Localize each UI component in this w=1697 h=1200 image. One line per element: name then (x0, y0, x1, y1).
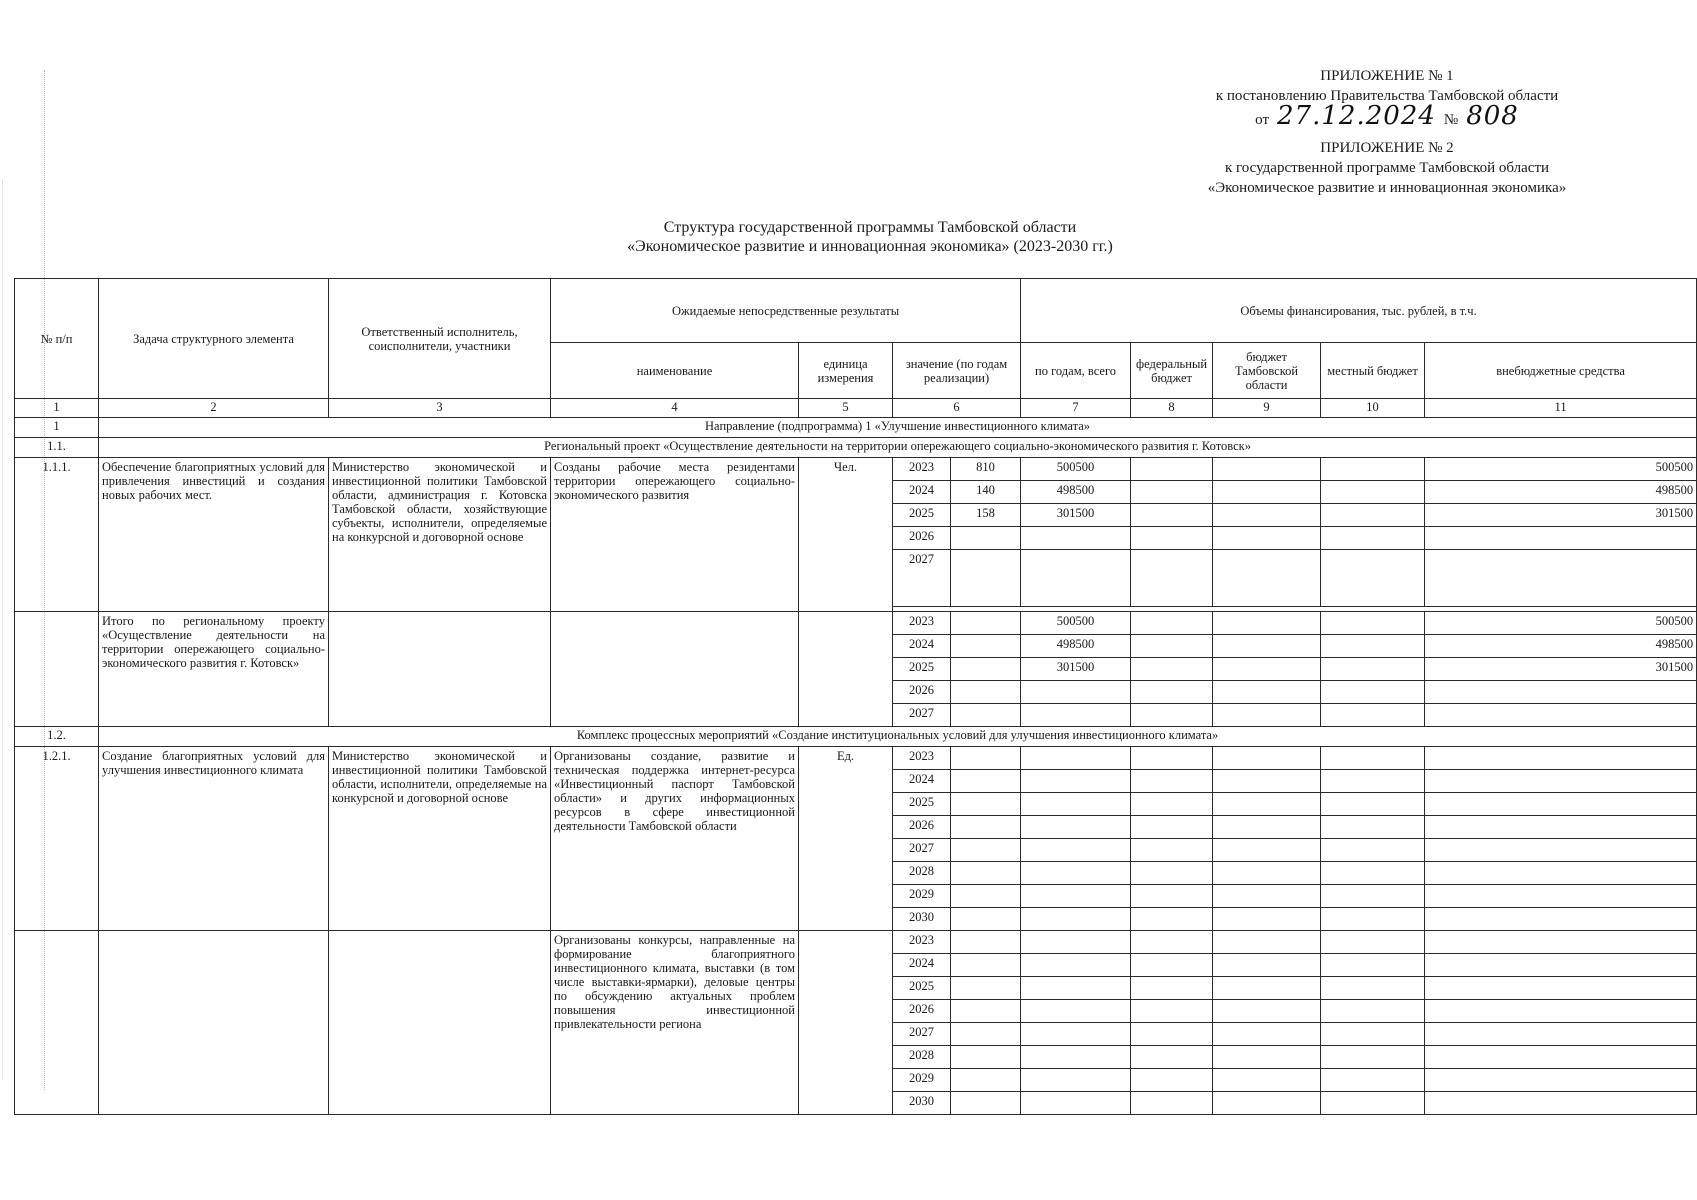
value-cell (951, 658, 1021, 681)
extra-cell (1425, 931, 1697, 954)
regional-cell (1213, 550, 1321, 607)
total-responsible (329, 612, 551, 727)
federal-cell (1131, 816, 1213, 839)
header-local: местный бюджет (1321, 343, 1425, 399)
value-cell (951, 550, 1021, 607)
value-cell: 158 (951, 504, 1021, 527)
item-result: Организованы конкурсы, направленные на формирование благоприятного инвестиционного климата, выставки (в том числе выставки-ярмарки), деловые центры по обсуждению актуальных проблем повышения инвестиционной привлекательности региона (551, 931, 799, 1115)
year-cell: 2030 (893, 1092, 951, 1115)
appendix-1-line: к постановлению Правительства Тамбовской области (1215, 88, 1559, 104)
direction-num: 1 (15, 418, 99, 438)
year-cell: 2025 (893, 504, 951, 527)
appendix-2-block (1167, 138, 1607, 198)
header-funding-group: Объемы финансирования, тыс. рублей, в т.ч. (1021, 279, 1697, 343)
regional-cell (1213, 816, 1321, 839)
local-cell (1321, 793, 1425, 816)
value-cell (951, 862, 1021, 885)
total-cell (1021, 704, 1131, 727)
local-cell (1321, 504, 1425, 527)
value-cell (951, 704, 1021, 727)
table-row (15, 931, 1697, 954)
regional-cell (1213, 770, 1321, 793)
local-cell (1321, 704, 1425, 727)
complex-num: 1.2. (15, 727, 99, 747)
year-cell: 2026 (893, 681, 951, 704)
item-responsible: Министерство экономической и инвестиционной политики Тамбовской области, исполнители, определяемые на конкурсной и договорной основе (329, 747, 551, 931)
regional-cell (1213, 747, 1321, 770)
value-cell (951, 816, 1021, 839)
year-cell: 2029 (893, 1069, 951, 1092)
total-cell (1021, 747, 1131, 770)
total-cell: 301500 (1021, 504, 1131, 527)
appendix-2-title: ПРИЛОЖЕНИЕ № 2 (1320, 140, 1454, 156)
value-cell (951, 527, 1021, 550)
extra-cell (1425, 1023, 1697, 1046)
value-cell: 140 (951, 481, 1021, 504)
total-result (551, 612, 799, 727)
local-cell (1321, 862, 1425, 885)
extra-cell (1425, 977, 1697, 1000)
header-num: № п/п (15, 279, 99, 399)
federal-cell (1131, 747, 1213, 770)
value-cell (951, 1000, 1021, 1023)
total-cell: 498500 (1021, 481, 1131, 504)
year-cell: 2028 (893, 1046, 951, 1069)
col-number: 6 (893, 399, 1021, 418)
total-cell (1021, 954, 1131, 977)
item-unit (799, 931, 893, 1115)
regional-cell (1213, 504, 1321, 527)
regional-cell (1213, 704, 1321, 727)
year-cell: 2025 (893, 658, 951, 681)
regional-cell (1213, 481, 1321, 504)
col-number: 5 (799, 399, 893, 418)
col-number: 2 (99, 399, 329, 418)
regional-cell (1213, 658, 1321, 681)
federal-cell (1131, 770, 1213, 793)
year-cell: 2025 (893, 977, 951, 1000)
year-cell: 2023 (893, 931, 951, 954)
item-result: Организованы создание, развитие и техническая поддержка интернет-ресурса «Инвестиционный паспорт Тамбовской области» и других информационных ресурсов в сфере инвестиционной деятельности Тамбовской области (551, 747, 799, 931)
appendix-2-line-1: к государственной программе Тамбовской области (1224, 160, 1550, 176)
extra-cell (1425, 1069, 1697, 1092)
total-cell (1021, 908, 1131, 931)
value-cell (951, 793, 1021, 816)
year-cell: 2023 (893, 747, 951, 770)
regional-cell (1213, 527, 1321, 550)
federal-cell (1131, 704, 1213, 727)
regional-cell (1213, 1023, 1321, 1046)
extra-cell (1425, 747, 1697, 770)
local-cell (1321, 1069, 1425, 1092)
regional-cell (1213, 458, 1321, 481)
header-federal: федеральный бюджет (1131, 343, 1213, 399)
year-cell: 2024 (893, 635, 951, 658)
extra-cell (1425, 793, 1697, 816)
table-row (15, 747, 1697, 770)
federal-cell (1131, 885, 1213, 908)
total-cell (1021, 862, 1131, 885)
extra-cell (1425, 527, 1697, 550)
appendix-2-line-2: «Экономическое развитие и инновационная экономика» (1207, 180, 1567, 196)
col-number: 8 (1131, 399, 1213, 418)
year-cell: 2026 (893, 816, 951, 839)
total-cell (1021, 839, 1131, 862)
table-row (15, 612, 1697, 635)
regional-cell (1213, 954, 1321, 977)
number-prefix: № (1443, 112, 1459, 128)
local-cell (1321, 816, 1425, 839)
value-cell (951, 885, 1021, 908)
item-num (15, 931, 99, 1115)
federal-cell (1131, 527, 1213, 550)
value-cell (951, 635, 1021, 658)
value-cell (951, 681, 1021, 704)
column-number-row (15, 399, 1697, 418)
total-cell (1021, 931, 1131, 954)
total-cell: 301500 (1021, 658, 1131, 681)
item-unit: Ед. (799, 747, 893, 931)
local-cell (1321, 612, 1425, 635)
regional-cell (1213, 612, 1321, 635)
regional-cell (1213, 977, 1321, 1000)
col-number: 10 (1321, 399, 1425, 418)
year-cell: 2027 (893, 704, 951, 727)
total-cell (1021, 1069, 1131, 1092)
total-cell (1021, 1000, 1131, 1023)
local-cell (1321, 458, 1425, 481)
total-cell (1021, 1046, 1131, 1069)
value-cell (951, 612, 1021, 635)
scan-edge-line (2, 180, 3, 1080)
extra-cell (1425, 908, 1697, 931)
local-cell (1321, 977, 1425, 1000)
total-cell (1021, 977, 1131, 1000)
total-cell: 500500 (1021, 458, 1131, 481)
federal-cell (1131, 481, 1213, 504)
extra-cell (1425, 954, 1697, 977)
project-row (15, 438, 1697, 458)
year-cell: 2023 (893, 458, 951, 481)
regional-cell (1213, 681, 1321, 704)
header-unit: единица измерения (799, 343, 893, 399)
value-cell (951, 1023, 1021, 1046)
value-cell (951, 908, 1021, 931)
complex-title: Комплекс процессных мероприятий «Создание институциональных условий для улучшения инвестиционного климата» (99, 727, 1697, 747)
federal-cell (1131, 839, 1213, 862)
value-cell (951, 1069, 1021, 1092)
year-cell: 2026 (893, 1000, 951, 1023)
item-task: Обеспечение благоприятных условий для привлечения инвестиций и создания новых рабочих мест. (99, 458, 329, 612)
local-cell (1321, 908, 1425, 931)
extra-cell (1425, 550, 1697, 607)
direction-title: Направление (подпрограмма) 1 «Улучшение инвестиционного климата» (99, 418, 1697, 438)
extra-cell: 301500 (1425, 658, 1697, 681)
regional-cell (1213, 1092, 1321, 1115)
regional-cell (1213, 931, 1321, 954)
federal-cell (1131, 1023, 1213, 1046)
document-title-line-1: Структура государственной программы Тамбовской области (663, 219, 1077, 236)
item-responsible: Министерство экономической и инвестиционной политики Тамбовской области, администрация г. Котовска Тамбовской области, хозяйствующие субъекты, исполнители, определяемые на конкурсной и договорной основе (329, 458, 551, 612)
item-num: 1.2.1. (15, 747, 99, 931)
col-number: 3 (329, 399, 551, 418)
value-cell (951, 839, 1021, 862)
federal-cell (1131, 1092, 1213, 1115)
local-cell (1321, 1000, 1425, 1023)
federal-cell (1131, 635, 1213, 658)
item-task (99, 931, 329, 1115)
federal-cell (1131, 458, 1213, 481)
federal-cell (1131, 931, 1213, 954)
local-cell (1321, 931, 1425, 954)
value-cell (951, 770, 1021, 793)
extra-cell (1425, 1046, 1697, 1069)
local-cell (1321, 635, 1425, 658)
project-num: 1.1. (15, 438, 99, 458)
col-number: 11 (1425, 399, 1697, 418)
extra-cell: 498500 (1425, 481, 1697, 504)
local-cell (1321, 770, 1425, 793)
year-cell: 2027 (893, 839, 951, 862)
federal-cell (1131, 862, 1213, 885)
total-task: Итого по региональному проекту «Осуществление деятельности на территории опережающего социально-экономического развития г. Котовск» (99, 612, 329, 727)
local-cell (1321, 839, 1425, 862)
extra-cell (1425, 681, 1697, 704)
document-title-line-2: «Экономическое развитие и инновационная экономика» (2023-2030 гг.) (627, 238, 1113, 255)
regional-cell (1213, 1069, 1321, 1092)
year-cell: 2029 (893, 885, 951, 908)
extra-cell: 500500 (1425, 612, 1697, 635)
federal-cell (1131, 658, 1213, 681)
regional-cell (1213, 1046, 1321, 1069)
regional-cell (1213, 839, 1321, 862)
appendix-1-date-row (1255, 101, 1519, 131)
extra-cell (1425, 1092, 1697, 1115)
year-cell: 2024 (893, 954, 951, 977)
project-title: Региональный проект «Осуществление деятельности на территории опережающего социально-экономического развития г. Котовск» (99, 438, 1697, 458)
local-cell (1321, 954, 1425, 977)
federal-cell (1131, 550, 1213, 607)
header-extra: внебюджетные средства (1425, 343, 1697, 399)
complex-row (15, 727, 1697, 747)
total-num (15, 612, 99, 727)
regional-cell (1213, 1000, 1321, 1023)
item-unit: Чел. (799, 458, 893, 612)
value-cell (951, 954, 1021, 977)
extra-cell: 500500 (1425, 458, 1697, 481)
federal-cell (1131, 977, 1213, 1000)
value-cell (951, 1092, 1021, 1115)
header-result-name: наименование (551, 343, 799, 399)
total-cell (1021, 1023, 1131, 1046)
item-responsible (329, 931, 551, 1115)
year-cell: 2027 (893, 550, 951, 607)
extra-cell (1425, 1000, 1697, 1023)
extra-cell: 301500 (1425, 504, 1697, 527)
extra-cell (1425, 885, 1697, 908)
local-cell (1321, 1023, 1425, 1046)
col-number: 9 (1213, 399, 1321, 418)
federal-cell (1131, 1046, 1213, 1069)
direction-row (15, 418, 1697, 438)
total-unit (799, 612, 893, 727)
local-cell (1321, 658, 1425, 681)
structure-table (14, 278, 1697, 1115)
appendix-1-title: ПРИЛОЖЕНИЕ № 1 (1320, 68, 1454, 84)
regional-cell (1213, 635, 1321, 658)
header-regional: бюджет Тамбовской области (1213, 343, 1321, 399)
header-task: Задача структурного элемента (99, 279, 329, 399)
value-cell (951, 977, 1021, 1000)
total-cell (1021, 527, 1131, 550)
header-value: значение (по годам реализации) (893, 343, 1021, 399)
regional-cell (1213, 793, 1321, 816)
handwritten-number: 808 (1466, 101, 1519, 131)
federal-cell (1131, 793, 1213, 816)
header-total: по годам, всего (1021, 343, 1131, 399)
local-cell (1321, 481, 1425, 504)
regional-cell (1213, 908, 1321, 931)
col-number: 7 (1021, 399, 1131, 418)
value-cell (951, 931, 1021, 954)
total-cell (1021, 550, 1131, 607)
federal-cell (1131, 504, 1213, 527)
value-cell (951, 1046, 1021, 1069)
year-cell: 2030 (893, 908, 951, 931)
header-results-group: Ожидаемые непосредственные результаты (551, 279, 1021, 343)
local-cell (1321, 747, 1425, 770)
col-number: 4 (551, 399, 799, 418)
year-cell: 2024 (893, 770, 951, 793)
item-task: Создание благоприятных условий для улучшения инвестиционного климата (99, 747, 329, 931)
table-row (15, 458, 1697, 481)
extra-cell (1425, 839, 1697, 862)
local-cell (1321, 550, 1425, 607)
total-cell (1021, 1092, 1131, 1115)
local-cell (1321, 681, 1425, 704)
year-cell: 2023 (893, 612, 951, 635)
total-cell (1021, 816, 1131, 839)
total-cell: 500500 (1021, 612, 1131, 635)
extra-cell (1425, 770, 1697, 793)
year-cell: 2028 (893, 862, 951, 885)
header-responsible: Ответственный исполнитель, соисполнители, участники (329, 279, 551, 399)
item-result: Созданы рабочие места резидентами территории опережающего социально-экономического развития (551, 458, 799, 612)
date-prefix: от (1255, 112, 1270, 128)
document-title (0, 218, 1697, 256)
local-cell (1321, 527, 1425, 550)
federal-cell (1131, 908, 1213, 931)
item-num: 1.1.1. (15, 458, 99, 612)
value-cell: 810 (951, 458, 1021, 481)
regional-cell (1213, 885, 1321, 908)
handwritten-date: 27.12.2024 (1277, 101, 1436, 131)
local-cell (1321, 1092, 1425, 1115)
extra-cell (1425, 816, 1697, 839)
total-cell (1021, 770, 1131, 793)
appendix-1-block (1167, 66, 1607, 130)
local-cell (1321, 1046, 1425, 1069)
regional-cell (1213, 862, 1321, 885)
local-cell (1321, 885, 1425, 908)
year-cell: 2027 (893, 1023, 951, 1046)
extra-cell (1425, 704, 1697, 727)
value-cell (951, 747, 1021, 770)
total-cell (1021, 885, 1131, 908)
total-cell: 498500 (1021, 635, 1131, 658)
extra-cell (1425, 862, 1697, 885)
year-cell: 2026 (893, 527, 951, 550)
federal-cell (1131, 954, 1213, 977)
extra-cell: 498500 (1425, 635, 1697, 658)
year-cell: 2025 (893, 793, 951, 816)
total-cell (1021, 793, 1131, 816)
col-number: 1 (15, 399, 99, 418)
total-cell (1021, 681, 1131, 704)
year-cell: 2024 (893, 481, 951, 504)
federal-cell (1131, 681, 1213, 704)
federal-cell (1131, 1069, 1213, 1092)
federal-cell (1131, 612, 1213, 635)
federal-cell (1131, 1000, 1213, 1023)
